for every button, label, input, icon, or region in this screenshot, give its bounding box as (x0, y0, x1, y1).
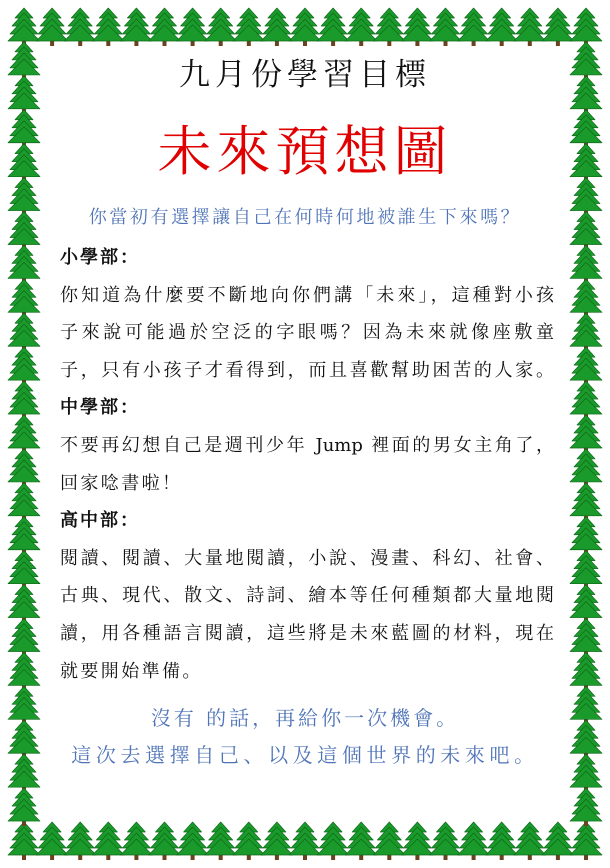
tree-icon (149, 822, 181, 860)
tree-icon (8, 8, 40, 46)
section-junior-high (60, 389, 554, 502)
tree-icon (8, 788, 40, 826)
tree-icon (542, 822, 574, 860)
tree-icon (120, 8, 152, 46)
tree-icon (570, 822, 602, 860)
tree-icon (345, 822, 377, 860)
tree-icon (317, 822, 349, 860)
section-heading: 小學部： (60, 247, 140, 268)
tree-icon (570, 381, 602, 419)
tree-icon (570, 483, 602, 521)
tree-icon (570, 279, 602, 317)
tree-icon (36, 8, 68, 46)
tree-icon (570, 8, 602, 46)
section-heading: 高中部： (60, 510, 140, 532)
closing-line: 沒有 的話，再給你一次機會。 (150, 706, 460, 730)
tree-icon (8, 619, 40, 657)
tree-icon (570, 347, 602, 385)
section-senior-high (60, 502, 554, 690)
paragraph-line: 讀，用各種語言閱讀，這些將是未來藍圖的材料，現在 (60, 622, 554, 644)
tree-icon (570, 652, 602, 690)
tree-icon (8, 245, 40, 283)
tree-icon (8, 415, 40, 453)
page-title: 九月份學習目標 (179, 57, 431, 93)
tree-icon (8, 822, 40, 860)
section-elementary (60, 239, 554, 389)
main-content (60, 239, 554, 690)
tree-icon (542, 8, 574, 46)
tree-icon (8, 517, 40, 555)
tree-icon (261, 822, 293, 860)
tree-icon (514, 8, 546, 46)
tree-icon (8, 313, 40, 351)
tree-icon (570, 313, 602, 351)
tree-icon (8, 449, 40, 487)
tree-icon (36, 822, 68, 860)
paragraph-line: 你知道為什麼要不斷地向你們講「未來」，這種對小孩 (60, 284, 554, 306)
tree-icon (8, 585, 40, 623)
paragraph-line: 古典、現代、散文、詩詞、繪本等任何種類都大量地閱 (60, 585, 554, 607)
tree-icon (514, 822, 546, 860)
paragraph-line: 回家唸書啦！ (60, 472, 183, 494)
tree-icon (570, 517, 602, 555)
tree-icon (570, 619, 602, 657)
tree-icon (458, 8, 490, 46)
tree-icon (8, 652, 40, 690)
tree-icon (430, 822, 462, 860)
tree-icon (177, 8, 209, 46)
tree-icon (401, 8, 433, 46)
tree-icon (570, 585, 602, 623)
tree-icon (92, 8, 124, 46)
tree-icon (570, 415, 602, 453)
tree-icon (486, 8, 518, 46)
tree-icon (120, 822, 152, 860)
tree-icon (205, 822, 237, 860)
paragraph-line: 閱讀、閱讀、大量地閱讀，小說、漫畫、科幻、社會、 (60, 547, 554, 569)
tree-icon (430, 8, 462, 46)
tree-icon (570, 788, 602, 826)
tree-icon (205, 8, 237, 46)
tree-icon (64, 8, 96, 46)
tree-icon (64, 822, 96, 860)
tree-icon (261, 8, 293, 46)
tree-icon (8, 381, 40, 419)
tree-icon (373, 822, 405, 860)
opening-question: 你當初有選擇讓自己在何時何地被誰生下來嗎？ (88, 207, 522, 228)
tree-icon (8, 279, 40, 317)
headline: 未來預想圖 (157, 120, 453, 183)
closing-line: 這次去選擇自己、以及這個世界的未來吧。 (71, 743, 539, 767)
paragraph-line: 子，只有小孩子才看得到，而且喜歡幫助困苦的人家。 (60, 359, 554, 381)
tree-icon (345, 8, 377, 46)
tree-icon (570, 245, 602, 283)
tree-icon (458, 822, 490, 860)
tree-icon (289, 8, 321, 46)
tree-icon (401, 822, 433, 860)
tree-icon (149, 8, 181, 46)
tree-icon (177, 822, 209, 860)
tree-icon (373, 8, 405, 46)
tree-icon (8, 483, 40, 521)
tree-icon (92, 822, 124, 860)
tree-icon (570, 449, 602, 487)
tree-icon (8, 347, 40, 385)
tree-icon (8, 551, 40, 589)
paragraph-line: 就要開始準備。 (60, 660, 203, 682)
tree-icon (233, 822, 265, 860)
paragraph-line: 子來說可能過於空泛的字眼嗎？因為未來就像座敷童 (60, 322, 554, 344)
tree-icon (317, 8, 349, 46)
tree-icon (233, 8, 265, 46)
tree-icon (289, 822, 321, 860)
paragraph-line: 不要再幻想自己是週刊少年 Jump 裡面的男女主角了， (60, 434, 554, 456)
section-heading: 中學部： (60, 397, 140, 419)
tree-icon (570, 551, 602, 589)
tree-icon (486, 822, 518, 860)
